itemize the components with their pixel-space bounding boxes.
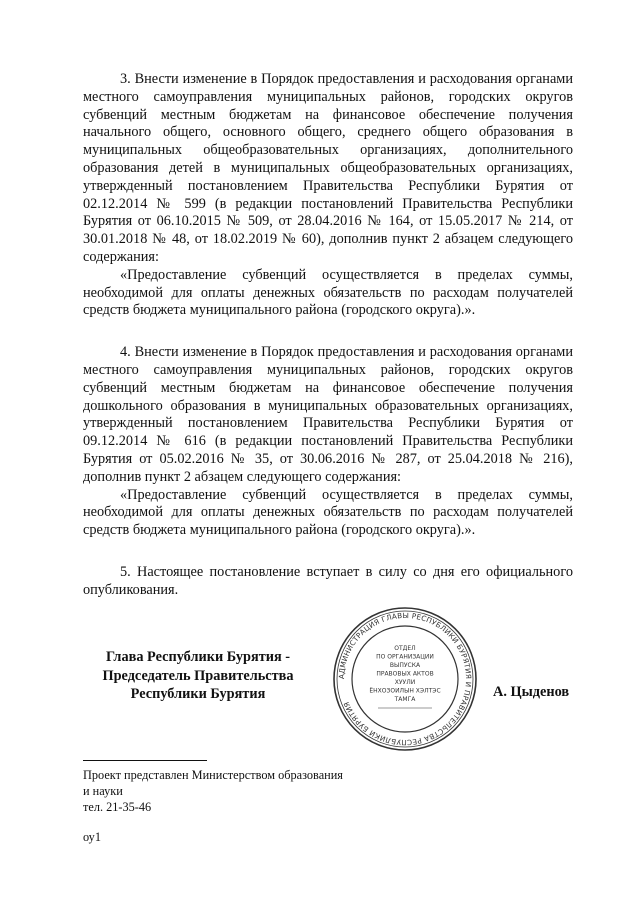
seal-inner-line: ХУУЛИ — [394, 679, 416, 686]
seal-outer-text: АДМИНИСТРАЦИЯ ГЛАВЫ РЕСПУБЛИКИ БУРЯТИЯ И ПРАВИТЕЛЬСТВА РЕСПУБЛИКИ БУРЯТИЯ — [336, 610, 474, 748]
signatory-title-line-2: Председатель Правительства — [102, 667, 294, 684]
signatory-name: А. Цыденов — [493, 684, 570, 700]
document-body — [83, 71, 573, 600]
signatory-title-line-1: Глава Республики Бурятия - — [105, 649, 291, 665]
paragraph-5: 5. Настоящее постановление вступает в силу со дня его официального опубликования. — [83, 563, 573, 598]
paragraph-4-quote: «Предоставление субвенций осуществляется в пределах суммы, необходимой для оплаты денежных обязательств по расходам получателей средств бюджета муниципального района (городского округа).». — [83, 486, 573, 539]
paragraph-4: 4. Внести изменение в Порядок предоставления и расходования органами местного самоуправления муниципальных районов, городских округов субвенций местным бюджетам на финансовое обеспечение получения дошкольного образования в муниципальных образовательных организациях, утвержденный постановлением Правительства Республики Бурятия от 09.12.2014 № 616 (в редакции постановлений Правительства Республики Бурятия от 05.02.2016 № 35, от 30.06.2016 № 287, от 25.04.2018 № 216), дополнив пункт 2 абзацем следующего содержания: — [83, 344, 573, 485]
paragraph-3: 3. Внести изменение в Порядок предоставления и расходования органами местного самоуправления муниципальных районов, городских округов субвенций местным бюджетам на финансовое обеспечение получения начального общего, основного общего, среднего общего образования в муниципальных общеобразовательных организациях, дополнительного образования детей в муниципальных общеобразовательных организациях, утвержденный постановлением Правительства Республики Бурятия от 02.12.2014 № 599 (в редакции постановлений Правительства Республики Бурятия от 06.10.2015 № 509, от 28.04.2016 № 164, от 15.05.2017 № 214, от 30.01.2018 № 48, от 18.02.2019 № 60), дополнив пункт 2 абзацем следующего содержания: — [83, 71, 573, 265]
seal-inner-line: ТАМГА — [394, 696, 416, 703]
seal-inner-line: ЁНХОЗОИЛЫН ХЭЛТЭС — [369, 687, 441, 695]
signatory-title — [83, 648, 313, 704]
paragraph-3-quote: «Предоставление субвенций осуществляется в пределах суммы, необходимой для оплаты денежных обязательств по расходам получателей средств бюджета муниципального района (городского округа).». — [83, 266, 573, 319]
document-code: оу1 — [83, 830, 101, 844]
official-seal-stamp — [330, 604, 480, 754]
footnote-line-2: и науки — [83, 784, 123, 798]
footnote — [83, 767, 343, 815]
seal-inner-line: ВЫПУСКА — [389, 662, 421, 669]
footnote-divider — [83, 760, 207, 761]
seal-inner-line: ПРАВОВЫХ АКТОВ — [376, 670, 434, 678]
footnote-phone: тел. 21-35-46 — [83, 800, 152, 814]
seal-inner-line: ОТДЕЛ — [394, 645, 416, 652]
seal-inner-line: ПО ОРГАНИЗАЦИИ — [376, 653, 434, 661]
seal-inner-text — [369, 645, 440, 703]
footnote-line-1: Проект представлен Министерством образования — [83, 768, 343, 782]
signatory-title-line-3: Республики Бурятия — [130, 686, 266, 702]
